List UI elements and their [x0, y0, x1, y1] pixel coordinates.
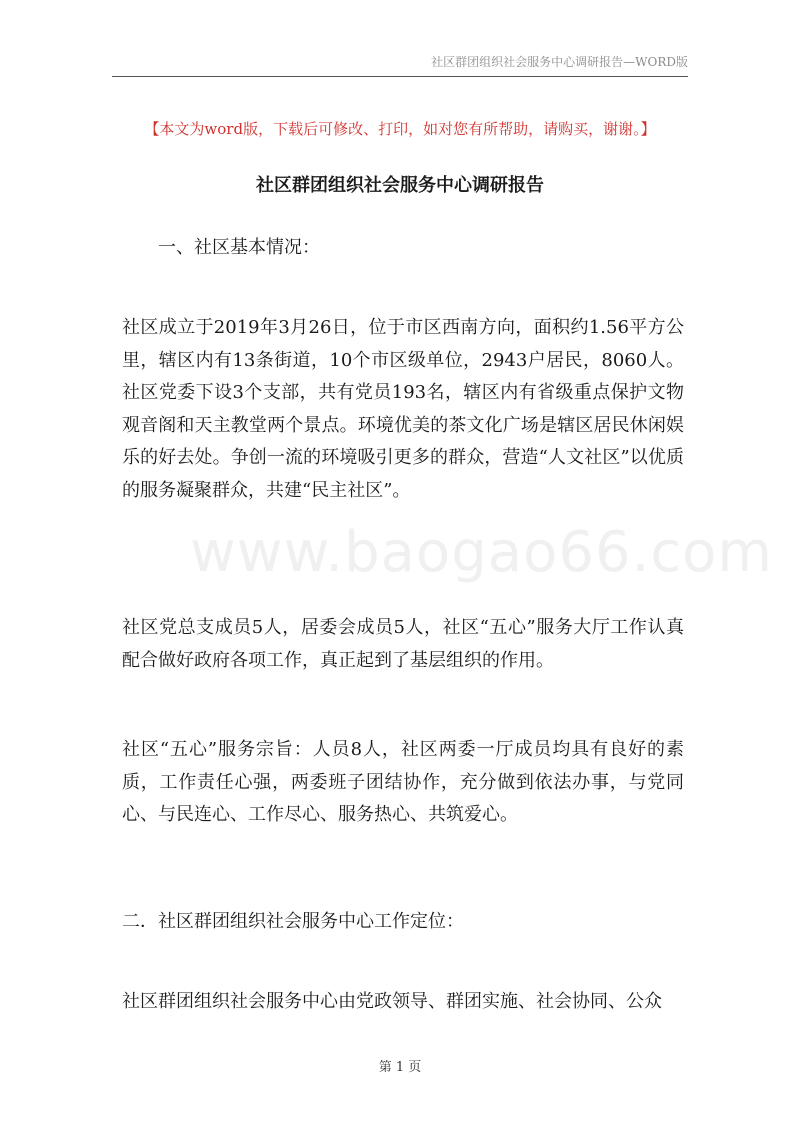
document-title: 社区群团组织社会服务中心调研报告: [256, 175, 544, 196]
page-header: [112, 52, 688, 77]
running-title: 社区群团组织社会服务中心调研报告—WORD版: [431, 55, 688, 69]
paragraph-community-overview: 社区成立于2019年3月26日，位于市区西南方向，面积约1.56平方公里，辖区内有13条街道，10个市区级单位，2943户居民，8060人。社区党委下设3个支部，共有党员193名，辖区内有省级重点保护文物观音阁和天主教堂两个景点。环境优美的茶文化广场是辖区居民休闲娱乐的好去处。争创一流的环境吸引更多的群众，营造“人文社区”以优质的服务凝聚群众，共建“民主社区”。: [122, 317, 684, 501]
purchase-notice: 【本文为word版，下载后可修改、打印，如对您有所帮助，请购买，谢谢。】: [144, 120, 656, 138]
page-number: 第 1 页: [378, 1060, 422, 1075]
section-heading-basic-info: 一、社区基本情况：: [158, 237, 320, 258]
paragraph-service-tenet: 社区“五心”服务宗旨：人员8人，社区两委一厅成员均具有良好的素质，工作责任心强，两委班子团结协作，充分做到依法办事，与党同心、与民连心、工作尽心、服务热心、共筑爱心。: [122, 739, 684, 825]
paragraph-committee-members: 社区党总支成员5人，居委会成员5人，社区“五心”服务大厅工作认真配合做好政府各项工作，真正起到了基层组织的作用。: [122, 617, 684, 671]
watermark: www.baogao66.com: [190, 520, 773, 585]
paragraph-positioning: 社区群团组织社会服务中心由党政领导、群团实施、社会协同、公众: [122, 991, 662, 1012]
section-heading-positioning: 二．社区群团组织社会服务中心工作定位：: [122, 911, 464, 932]
